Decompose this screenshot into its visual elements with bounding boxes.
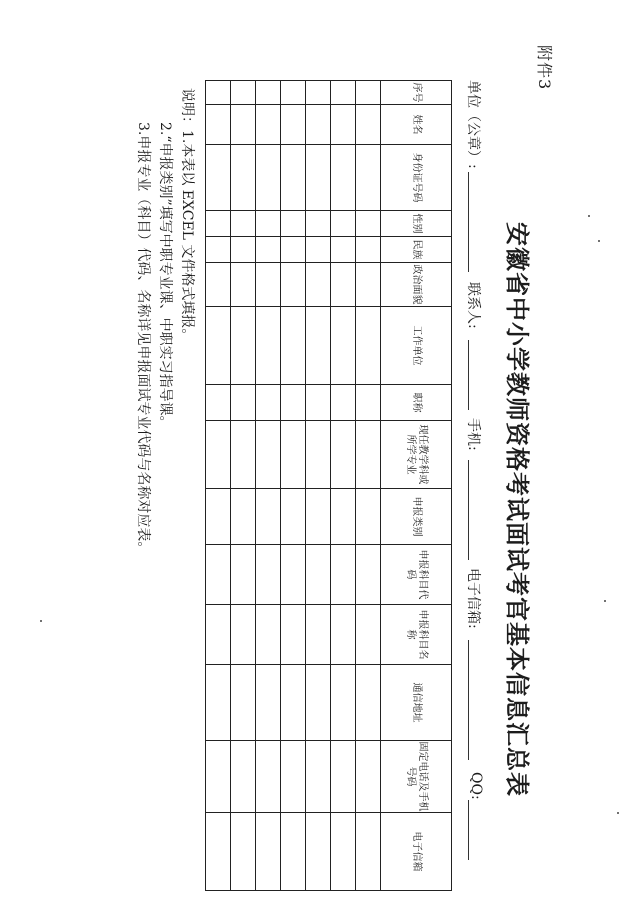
table-header-row bbox=[381, 81, 452, 891]
table-cell bbox=[231, 489, 256, 545]
table-cell bbox=[281, 307, 306, 385]
table-row bbox=[256, 81, 281, 891]
table-cell bbox=[306, 237, 331, 263]
notes-block bbox=[132, 88, 198, 555]
table-cell bbox=[256, 421, 281, 489]
table-body bbox=[206, 81, 381, 891]
contact-label: 联系人: bbox=[465, 282, 481, 329]
table-cell bbox=[256, 81, 281, 105]
table-cell bbox=[306, 489, 331, 545]
table-cell bbox=[306, 421, 331, 489]
email-blank-line bbox=[468, 640, 483, 760]
note-item: 3.申报专业（科目）代码、名称详见申报面试专业代码与名称对应表。 bbox=[135, 122, 151, 556]
table-cell bbox=[256, 665, 281, 741]
note-line-1 bbox=[176, 88, 198, 555]
table-cell bbox=[256, 489, 281, 545]
table-cell bbox=[356, 421, 381, 489]
table-row bbox=[281, 81, 306, 891]
unit-blank-line bbox=[468, 172, 483, 272]
table-cell bbox=[231, 145, 256, 211]
table-cell bbox=[356, 605, 381, 665]
table-cell bbox=[356, 813, 381, 891]
table-cell bbox=[356, 307, 381, 385]
table-cell bbox=[356, 237, 381, 263]
table-cell bbox=[331, 741, 356, 813]
note-item: 2.“申报类别”填写中职专业课、中职实习指导课。 bbox=[157, 122, 173, 430]
table-cell bbox=[231, 665, 256, 741]
qq-label: QQ: bbox=[468, 772, 484, 800]
table-cell bbox=[331, 489, 356, 545]
table-cell bbox=[356, 489, 381, 545]
phone-blank-line bbox=[468, 460, 483, 560]
table-cell bbox=[206, 307, 231, 385]
table-cell bbox=[356, 545, 381, 605]
document-title: 安徽省中小学教师资格考试面试考官基本信息汇总表 bbox=[503, 222, 532, 797]
column-header: 姓名 bbox=[381, 105, 452, 145]
table-cell bbox=[331, 237, 356, 263]
note-item: 1.本表以 EXCEL 文件格式填报。 bbox=[179, 130, 195, 343]
column-header: 民族 bbox=[381, 237, 452, 263]
notes-heading: 说明： bbox=[179, 88, 195, 130]
table-row bbox=[306, 81, 331, 891]
table-cell bbox=[356, 741, 381, 813]
scan-speck bbox=[598, 240, 600, 242]
column-header: 性别 bbox=[381, 211, 452, 237]
table-cell bbox=[206, 421, 231, 489]
table-cell bbox=[281, 421, 306, 489]
table-cell bbox=[306, 211, 331, 237]
column-header: 申报科目代码 bbox=[381, 545, 452, 605]
table-cell bbox=[231, 421, 256, 489]
table-cell bbox=[281, 605, 306, 665]
column-header: 固定电话及手机号码 bbox=[381, 741, 452, 813]
column-header: 电子信箱 bbox=[381, 813, 452, 891]
scan-speck bbox=[617, 812, 619, 814]
table-cell bbox=[206, 237, 231, 263]
table-cell bbox=[306, 545, 331, 605]
table-cell bbox=[306, 813, 331, 891]
table-cell bbox=[231, 813, 256, 891]
table-cell bbox=[306, 81, 331, 105]
scan-speck bbox=[588, 215, 590, 217]
table-cell bbox=[256, 813, 281, 891]
table-cell bbox=[206, 741, 231, 813]
table-cell bbox=[306, 605, 331, 665]
table-cell bbox=[356, 263, 381, 307]
table-cell bbox=[281, 145, 306, 211]
table-cell bbox=[231, 105, 256, 145]
table-cell bbox=[331, 105, 356, 145]
table-cell bbox=[206, 145, 231, 211]
table-cell bbox=[281, 813, 306, 891]
table-cell bbox=[206, 385, 231, 421]
table-cell bbox=[231, 545, 256, 605]
table-cell bbox=[281, 489, 306, 545]
table-cell bbox=[256, 263, 281, 307]
table-cell bbox=[306, 741, 331, 813]
table-cell bbox=[206, 81, 231, 105]
table-cell bbox=[356, 665, 381, 741]
table-cell bbox=[231, 307, 256, 385]
table-cell bbox=[281, 385, 306, 421]
table-cell bbox=[331, 421, 356, 489]
note-line-2 bbox=[154, 88, 176, 555]
contact-blank-line bbox=[468, 340, 483, 410]
table-row bbox=[206, 81, 231, 891]
table-row bbox=[356, 81, 381, 891]
table-cell bbox=[281, 545, 306, 605]
column-header: 序号 bbox=[381, 81, 452, 105]
column-header: 身份证号码 bbox=[381, 145, 452, 211]
attachment-label: 附件3 bbox=[535, 45, 554, 91]
table-cell bbox=[206, 211, 231, 237]
table-cell bbox=[206, 105, 231, 145]
table-cell bbox=[331, 263, 356, 307]
table-cell bbox=[331, 307, 356, 385]
table-cell bbox=[306, 385, 331, 421]
table-cell bbox=[331, 385, 356, 421]
table-cell bbox=[256, 741, 281, 813]
table-cell bbox=[281, 665, 306, 741]
table-cell bbox=[356, 145, 381, 211]
table-cell bbox=[356, 385, 381, 421]
table-cell bbox=[231, 237, 256, 263]
table-cell bbox=[256, 307, 281, 385]
table-cell bbox=[231, 741, 256, 813]
table-cell bbox=[281, 263, 306, 307]
table-cell bbox=[356, 105, 381, 145]
table-cell bbox=[356, 211, 381, 237]
table-cell bbox=[206, 263, 231, 307]
table-cell bbox=[306, 105, 331, 145]
table-cell bbox=[256, 145, 281, 211]
table-cell bbox=[331, 665, 356, 741]
table-cell bbox=[206, 813, 231, 891]
table-cell bbox=[306, 665, 331, 741]
unit-label: 单位（公章）: bbox=[465, 80, 481, 169]
table-cell bbox=[331, 81, 356, 105]
table-cell bbox=[306, 263, 331, 307]
column-header: 通信地址 bbox=[381, 665, 452, 741]
table-cell bbox=[281, 81, 306, 105]
table-cell bbox=[206, 489, 231, 545]
table-cell bbox=[231, 263, 256, 307]
table-cell bbox=[281, 211, 306, 237]
phone-label: 手机: bbox=[465, 418, 481, 451]
table-row bbox=[331, 81, 356, 891]
table-cell bbox=[306, 307, 331, 385]
qq-blank-line bbox=[468, 800, 483, 860]
column-header: 职称 bbox=[381, 385, 452, 421]
table-cell bbox=[256, 105, 281, 145]
table-cell bbox=[231, 385, 256, 421]
table-cell bbox=[256, 545, 281, 605]
email-label: 电子信箱: bbox=[465, 568, 481, 629]
table-cell bbox=[306, 145, 331, 211]
table-cell bbox=[331, 545, 356, 605]
table-cell bbox=[331, 605, 356, 665]
table-cell bbox=[331, 813, 356, 891]
table-row bbox=[231, 81, 256, 891]
table-cell bbox=[256, 211, 281, 237]
table-cell bbox=[331, 211, 356, 237]
table-cell bbox=[356, 81, 381, 105]
table-cell bbox=[206, 665, 231, 741]
table-cell bbox=[206, 545, 231, 605]
table-cell bbox=[331, 145, 356, 211]
table-cell bbox=[281, 237, 306, 263]
column-header: 政治面貌 bbox=[381, 263, 452, 307]
examiner-info-table bbox=[205, 80, 452, 891]
column-header: 申报科目名称 bbox=[381, 605, 452, 665]
column-header: 工作单位 bbox=[381, 307, 452, 385]
table-cell bbox=[281, 741, 306, 813]
column-header: 申报类别 bbox=[381, 489, 452, 545]
table-cell bbox=[281, 105, 306, 145]
table-cell bbox=[256, 385, 281, 421]
table-cell bbox=[256, 605, 281, 665]
scan-speck bbox=[40, 620, 42, 622]
scan-speck bbox=[604, 600, 606, 602]
table-cell bbox=[231, 81, 256, 105]
column-header: 现任教学科或所学专业 bbox=[381, 421, 452, 489]
table-cell bbox=[231, 605, 256, 665]
table-cell bbox=[206, 605, 231, 665]
note-line-3 bbox=[132, 88, 154, 555]
table-cell bbox=[256, 237, 281, 263]
table-cell bbox=[231, 211, 256, 237]
